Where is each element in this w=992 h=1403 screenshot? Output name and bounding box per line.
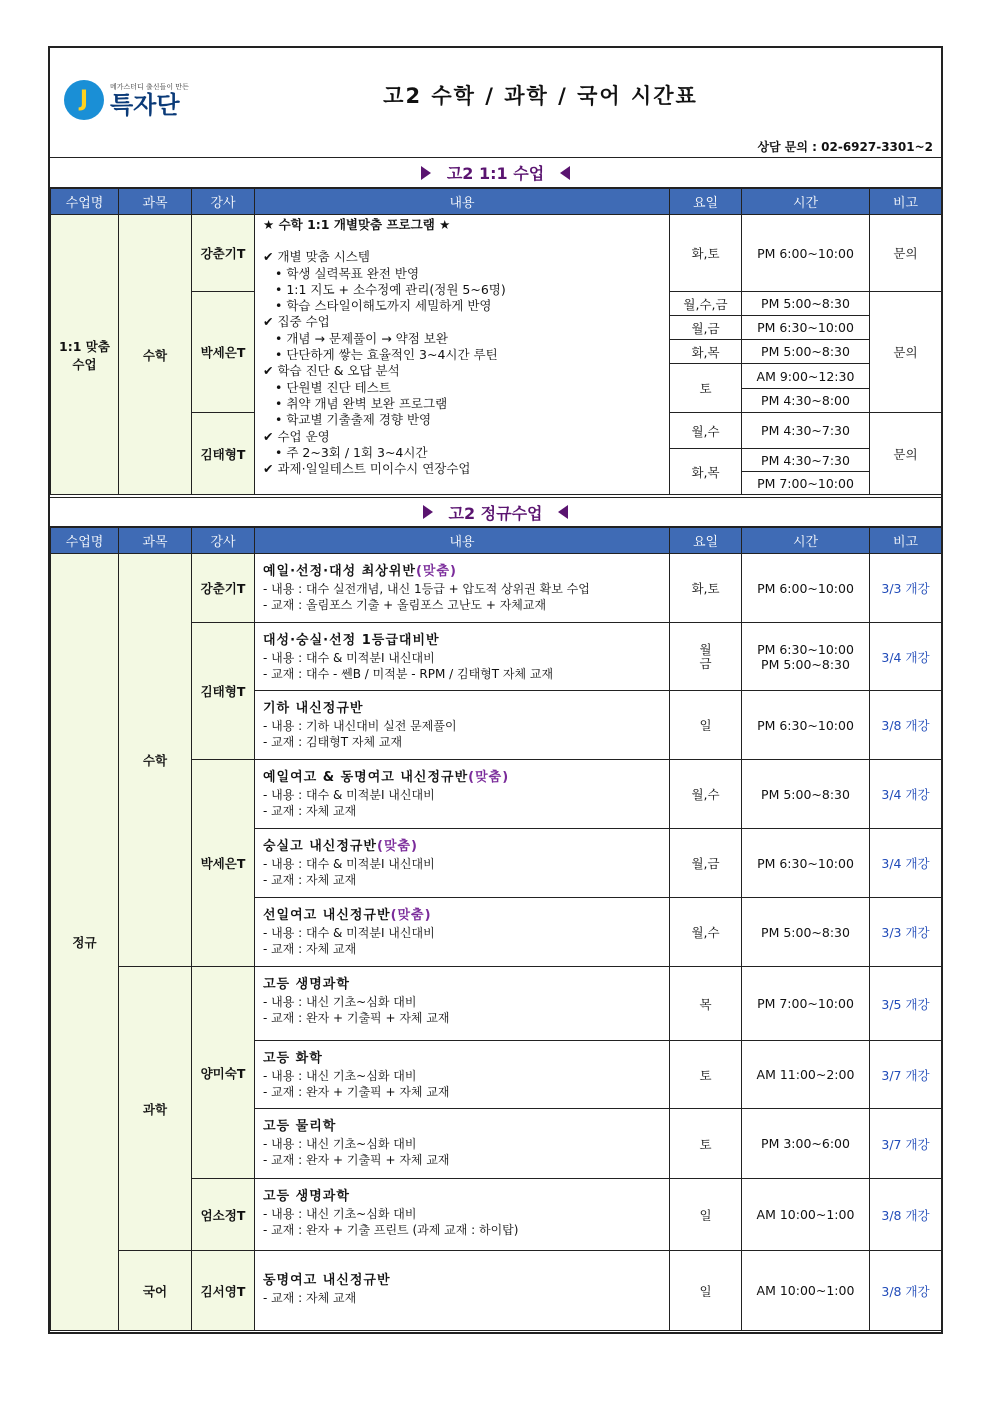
time-cell: PM 6:00~10:00 (742, 215, 870, 292)
program-bullet: • 개념 → 문제풀이 → 약점 보완 (275, 330, 448, 346)
class-detail: - 교재 : 대수 - 쎈B / 미적분 - RPM / 김태형T 자체 교재 (263, 667, 554, 681)
class-detail: - 내용 : 대수 & 미적분Ⅰ 내신대비 (263, 788, 435, 802)
day-cell: 목 (670, 967, 742, 1041)
program-heading: ✔ 학습 진단 & 오답 분석 (263, 363, 400, 379)
subject-cell: 과학 (119, 967, 192, 1251)
class-content (255, 760, 670, 829)
class-detail: - 교재 : 완자 + 기출픽 + 자체 교재 (263, 1011, 450, 1025)
class-detail: - 교재 : 김태형T 자체 교재 (263, 735, 403, 749)
teacher-cell: 김서영T (192, 1251, 255, 1331)
column-header: 수업명 (51, 189, 119, 215)
day-cell: 월,수 (670, 898, 742, 967)
open-date-cell: 3/4 개강 (870, 829, 942, 898)
column-header: 내용 (255, 528, 670, 554)
column-header: 시간 (742, 528, 870, 554)
program-lines (263, 233, 661, 477)
program-heading: ✔ 수업 운영 (263, 428, 330, 444)
class-content (255, 1251, 670, 1331)
teacher-cell: 김태형T (192, 623, 255, 760)
program-spacer (263, 233, 661, 249)
column-header: 강사 (192, 528, 255, 554)
column-header: 수업명 (51, 528, 119, 554)
day-cell: 월,수 (670, 413, 742, 449)
class-detail: - 내용 : 대수 실전개념, 내신 1등급 + 압도적 상위권 확보 수업 (263, 582, 590, 596)
subject-cell: 국어 (119, 1251, 192, 1331)
day-cell: 토 (670, 1109, 742, 1179)
column-header: 시간 (742, 189, 870, 215)
class-title: 고등 화학 (263, 1051, 323, 1066)
open-date-cell: 3/8 개강 (870, 1179, 942, 1251)
day-cell: 일 (670, 1251, 742, 1331)
day-cell: 화,목 (670, 449, 742, 495)
program-bullet: • 1:1 지도 + 소수정예 관리(정원 5~6명) (275, 281, 506, 297)
class-content (255, 967, 670, 1041)
class-detail: - 교재 : 자체 교재 (263, 1291, 357, 1305)
subject-cell: 수학 (119, 554, 192, 967)
note-cell: 문의 (870, 413, 942, 495)
open-date-cell: 3/8 개강 (870, 1251, 942, 1331)
teacher-cell: 양미숙T (192, 967, 255, 1179)
table-row (51, 215, 942, 292)
time-cell: PM 6:30~10:00 (742, 691, 870, 760)
table-row (51, 1251, 942, 1331)
day-cell: 월,금 (670, 829, 742, 898)
column-header: 비고 (870, 528, 942, 554)
day-cell: 일 (670, 691, 742, 760)
teacher-cell: 김태형T (192, 413, 255, 495)
class-title: 고등 물리학 (263, 1119, 337, 1134)
open-date-cell: 3/4 개강 (870, 760, 942, 829)
one-on-one-table (50, 188, 942, 495)
note-cell: 문의 (870, 215, 942, 292)
table-row (51, 554, 942, 623)
time-cell: PM 5:00~8:30 (742, 340, 870, 364)
class-content (255, 554, 670, 623)
column-header: 과목 (119, 528, 192, 554)
day-cell: 토 (670, 364, 742, 413)
program-bullet: • 학교별 기출출제 경향 반영 (275, 412, 432, 428)
class-title: 기하 내신정규반 (263, 701, 364, 716)
section-title-regular (50, 497, 941, 527)
class-content (255, 691, 670, 760)
time-cell: PM 6:30~10:00 (742, 316, 870, 340)
page-title: 고2 수학 / 과학 / 국어 시간표 (383, 84, 698, 108)
column-header: 내용 (255, 189, 670, 215)
day-cell: 화,토 (670, 554, 742, 623)
class-detail: - 교재 : 완자 + 기출 프린트 (과제 교재 : 하이탑) (263, 1223, 519, 1237)
class-title: 동명여고 내신정규반 (263, 1273, 391, 1288)
program-heading: ✔ 집중 수업 (263, 314, 330, 330)
class-detail: - 내용 : 내신 기초~심화 대비 (263, 1069, 417, 1083)
time-cell: PM 6:00~10:00 (742, 554, 870, 623)
time-cell: PM 5:00~8:30 (742, 760, 870, 829)
timetable-frame (48, 46, 943, 1334)
class-detail: - 내용 : 내신 기초~심화 대비 (263, 1137, 417, 1151)
class-title: 고등 생명과학 (263, 977, 350, 992)
star-icon: ★ (439, 217, 451, 232)
program-title: ★ 수학 1:1 개별맞춤 프로그램 ★ (263, 217, 451, 232)
open-date-cell: 3/3 개강 (870, 898, 942, 967)
class-name-cell: 1:1 맞춤 수업 (51, 215, 119, 495)
time-cell: AM 9:00~12:30 (742, 364, 870, 389)
open-date-cell: 3/7 개강 (870, 1109, 942, 1179)
program-bullet: • 취약 개념 완벽 보완 프로그램 (275, 395, 448, 411)
time-cell: PM 4:30~7:30 (742, 449, 870, 472)
section-label: 고2 1:1 수업 (446, 164, 545, 183)
time-cell: PM 5:00~8:30 (742, 292, 870, 316)
time-cell: AM 11:00~2:00 (742, 1041, 870, 1109)
class-name-cell: 정규 (51, 554, 119, 1331)
time-cell: AM 10:00~1:00 (742, 1179, 870, 1251)
header (50, 48, 941, 158)
triangle-right-icon (423, 505, 433, 519)
time-cell: PM 4:30~8:00 (742, 389, 870, 413)
class-detail: - 내용 : 대수 & 미적분Ⅰ 내신대비 (263, 857, 435, 871)
program-heading: ✔ 과제·일일테스트 미이수시 연장수업 (263, 461, 471, 477)
class-content (255, 829, 670, 898)
logo-name: 특자단 (110, 91, 180, 119)
open-date-cell: 3/5 개강 (870, 967, 942, 1041)
class-title: 선일여고 내신정규반(맞춤) (263, 908, 432, 923)
class-detail: - 교재 : 자체 교재 (263, 942, 357, 956)
column-header: 강사 (192, 189, 255, 215)
teacher-cell: 강춘기T (192, 554, 255, 623)
table-header-row (51, 528, 942, 554)
class-detail: - 교재 : 자체 교재 (263, 804, 357, 818)
time-cell: PM 7:00~10:00 (742, 967, 870, 1041)
note-cell: 문의 (870, 292, 942, 413)
teacher-cell: 박세은T (192, 292, 255, 413)
contact-info: 상담 문의 : 02-6927-3301~2 (757, 140, 933, 154)
section-label: 고2 정규수업 (448, 503, 543, 523)
day-cell: 월 금 (670, 623, 742, 691)
triangle-right-icon (421, 166, 431, 180)
open-date-cell: 3/3 개강 (870, 554, 942, 623)
teacher-cell: 강춘기T (192, 215, 255, 292)
day-cell: 월,수 (670, 760, 742, 829)
time-cell: PM 3:00~6:00 (742, 1109, 870, 1179)
subject-cell: 수학 (119, 215, 192, 495)
class-title: 대성·숭실·선정 1등급대비반 (263, 633, 440, 648)
class-detail: - 내용 : 대수 & 미적분Ⅰ 내신대비 (263, 651, 435, 665)
day-cell: 월,금 (670, 316, 742, 340)
class-title: 예일·선정·대성 최상위반(맞춤) (263, 564, 457, 579)
day-cell: 월,수,금 (670, 292, 742, 316)
class-detail: - 교재 : 완자 + 기출픽 + 자체 교재 (263, 1085, 450, 1099)
column-header: 요일 (670, 528, 742, 554)
column-header: 비고 (870, 189, 942, 215)
day-cell: 토 (670, 1041, 742, 1109)
program-description (255, 215, 670, 495)
class-content (255, 1041, 670, 1109)
class-detail: - 내용 : 내신 기초~심화 대비 (263, 995, 417, 1009)
program-bullet: • 단원별 진단 테스트 (275, 379, 391, 395)
class-detail: - 교재 : 올림포스 기출 + 올림포스 고난도 + 자체교재 (263, 598, 547, 612)
time-cell: PM 5:00~8:30 (742, 898, 870, 967)
triangle-left-icon (558, 505, 568, 519)
program-heading: ✔ 개별 맞춤 시스템 (263, 249, 370, 265)
logo-tagline: 메가스터디 출신들이 만든 (110, 83, 189, 91)
day-cell: 일 (670, 1179, 742, 1251)
class-detail: - 내용 : 대수 & 미적분Ⅰ 내신대비 (263, 926, 435, 940)
day-cell: 화,목 (670, 340, 742, 364)
class-detail: - 내용 : 기하 내신대비 실전 문제풀이 (263, 719, 457, 733)
class-detail: - 내용 : 내신 기초~심화 대비 (263, 1207, 417, 1221)
class-title: 숭실고 내신정규반(맞춤) (263, 839, 418, 854)
class-content (255, 1109, 670, 1179)
program-bullet: • 주 2~3회 / 1회 3~4시간 (275, 444, 428, 460)
regular-table (50, 527, 942, 1331)
day-cell: 화,토 (670, 215, 742, 292)
time-cell: PM 6:30~10:00 (742, 829, 870, 898)
triangle-left-icon (560, 166, 570, 180)
class-title: 고등 생명과학 (263, 1189, 350, 1204)
program-bullet: • 단단하게 쌓는 효율적인 3~4시간 루틴 (275, 347, 498, 363)
class-content (255, 898, 670, 967)
time-cell: PM 4:30~7:30 (742, 413, 870, 449)
open-date-cell: 3/4 개강 (870, 623, 942, 691)
star-icon: ★ (263, 217, 275, 232)
open-date-cell: 3/7 개강 (870, 1041, 942, 1109)
program-bullet: • 학생 실력목표 완전 반영 (275, 265, 420, 281)
class-content (255, 1179, 670, 1251)
table-header-row (51, 189, 942, 215)
section-title-one-on-one (50, 158, 941, 188)
class-content (255, 623, 670, 691)
time-cell: AM 10:00~1:00 (742, 1251, 870, 1331)
table-row (51, 967, 942, 1041)
open-date-cell: 3/8 개강 (870, 691, 942, 760)
column-header: 과목 (119, 189, 192, 215)
class-detail: - 교재 : 자체 교재 (263, 873, 357, 887)
class-title: 예일여고 & 동명여고 내신정규반(맞춤) (263, 770, 510, 785)
time-cell: PM 6:30~10:00 PM 5:00~8:30 (742, 623, 870, 691)
program-bullet: • 학습 스타일이해도까지 세밀하게 반영 (275, 298, 492, 314)
teacher-cell: 엄소정T (192, 1179, 255, 1251)
column-header: 요일 (670, 189, 742, 215)
class-detail: - 교재 : 완자 + 기출픽 + 자체 교재 (263, 1153, 450, 1167)
time-cell: PM 7:00~10:00 (742, 472, 870, 495)
teacher-cell: 박세은T (192, 760, 255, 967)
